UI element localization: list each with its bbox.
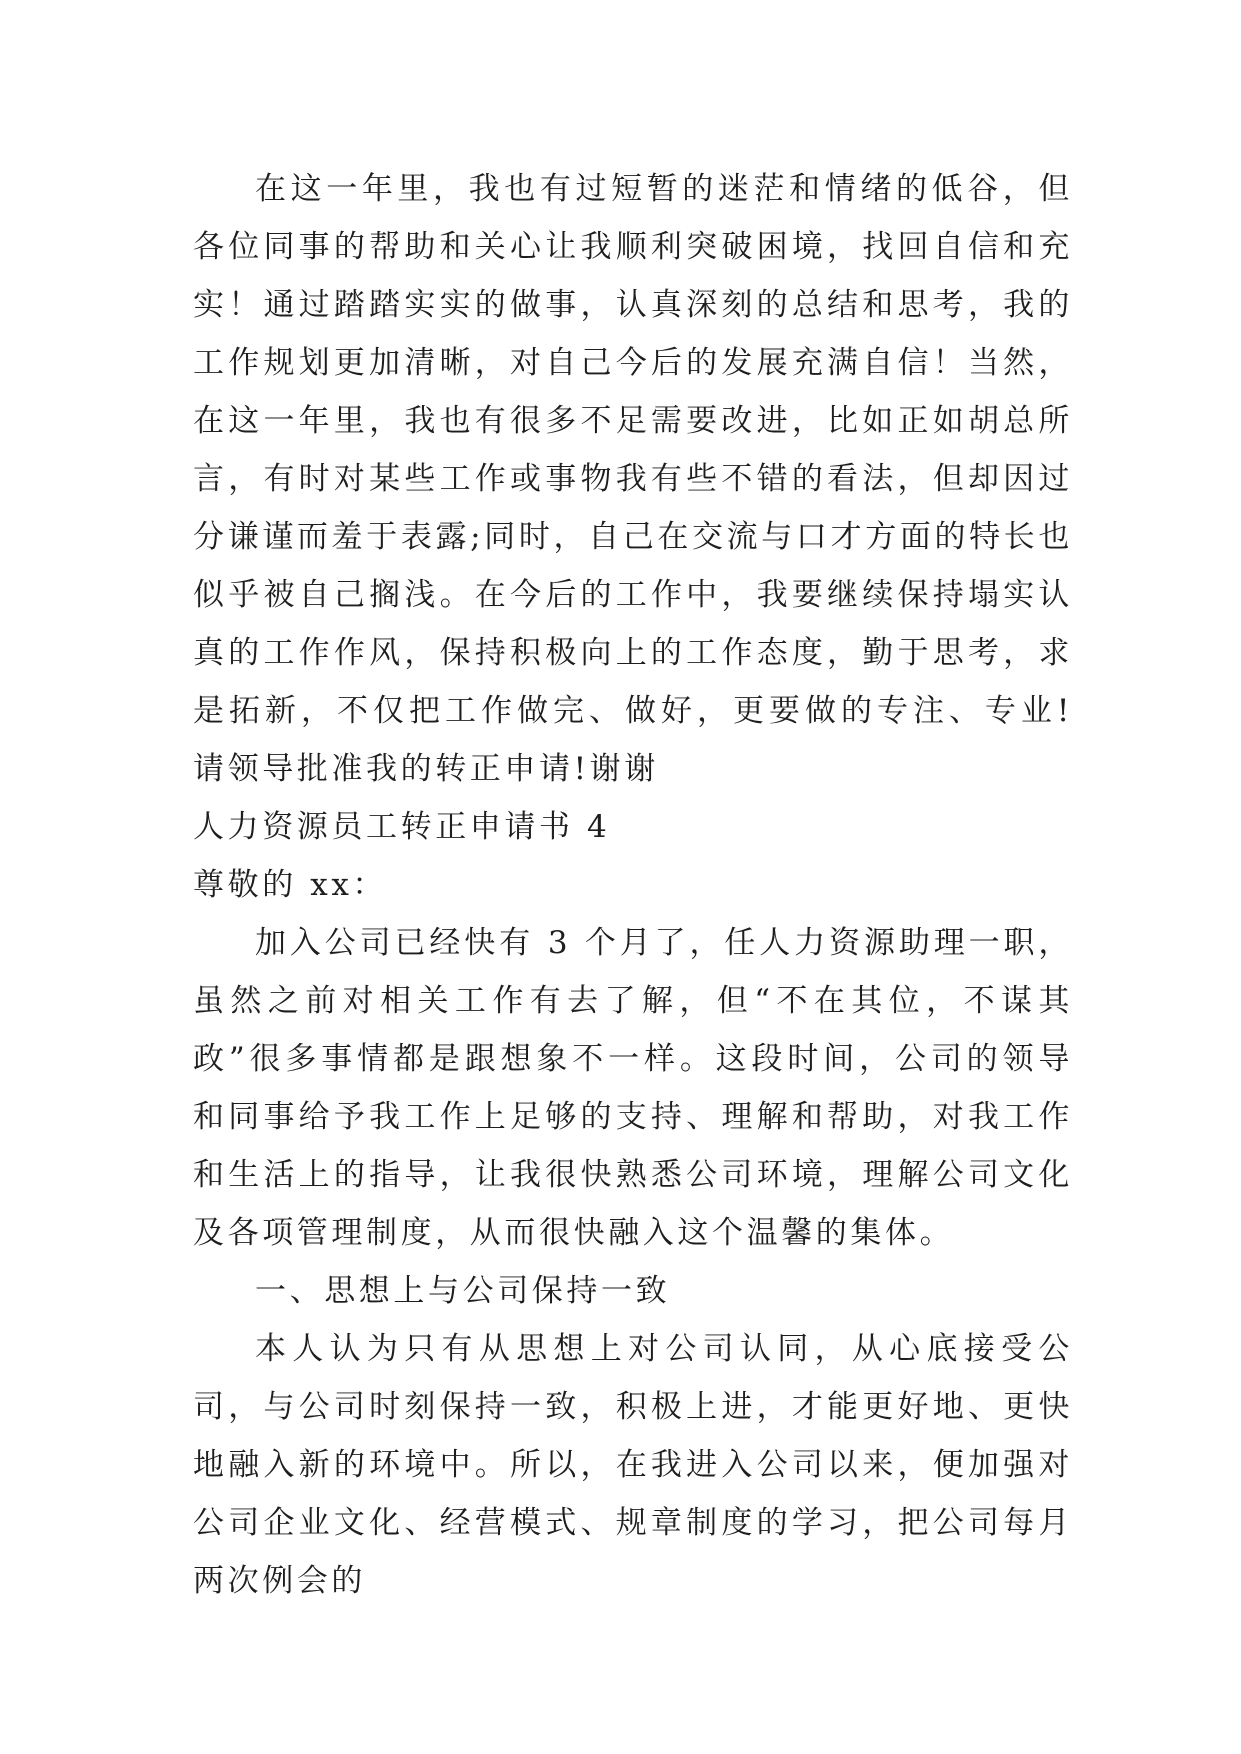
paragraph-introduction: 加入公司已经快有 3 个月了，任人力资源助理一职，虽然之前对相关工作有去了解，但“不在其位，不谋其政”很多事情都是跟想象不一样。这段时间，公司的领导和同事给予我工作上足够的支持、理解和帮助，对我工作和生活上的指导，让我很快熟悉公司环境，理解公司文化及各项管理制度，从而很快融入这个温馨的集体。 (193, 925, 1073, 1251)
document-page (193, 160, 1073, 1610)
document-title: 人力资源员工转正申请书 4 (193, 809, 611, 845)
paragraph-reflection: 在这一年里，我也有过短暂的迷茫和情绪的低谷，但各位同事的帮助和关心让我顺利突破困境，找回自信和充实！通过踏踏实实的做事，认真深刻的总结和思考，我的工作规划更加清晰，对自己今后的发展充满自信！当然，在这一年里，我也有很多不足需要改进，比如正如胡总所言，有时对某些工作或事物我有些不错的看法，但却因过分谦谨而羞于表露;同时，自己在交流与口才方面的特长也似乎被自己搁浅。在今后的工作中，我要继续保持塌实认真的工作作风，保持积极向上的工作态度，勤于思考，求是拓新，不仅把工作做完、做好，更要做的专注、专业!请领导批准我的转正申请!谢谢 (193, 171, 1073, 787)
paragraph-section-body: 本人认为只有从思想上对公司认同，从心底接受公司，与公司时刻保持一致，积极上进，才能更好地、更快地融入新的环境中。所以，在我进入公司以来，便加强对公司企业文化、经营模式、规章制度的学习，把公司每月两次例会的 (193, 1331, 1073, 1599)
salutation: 尊敬的 xx： (193, 867, 388, 903)
section-heading: 一、思想上与公司保持一致 (255, 1273, 671, 1309)
